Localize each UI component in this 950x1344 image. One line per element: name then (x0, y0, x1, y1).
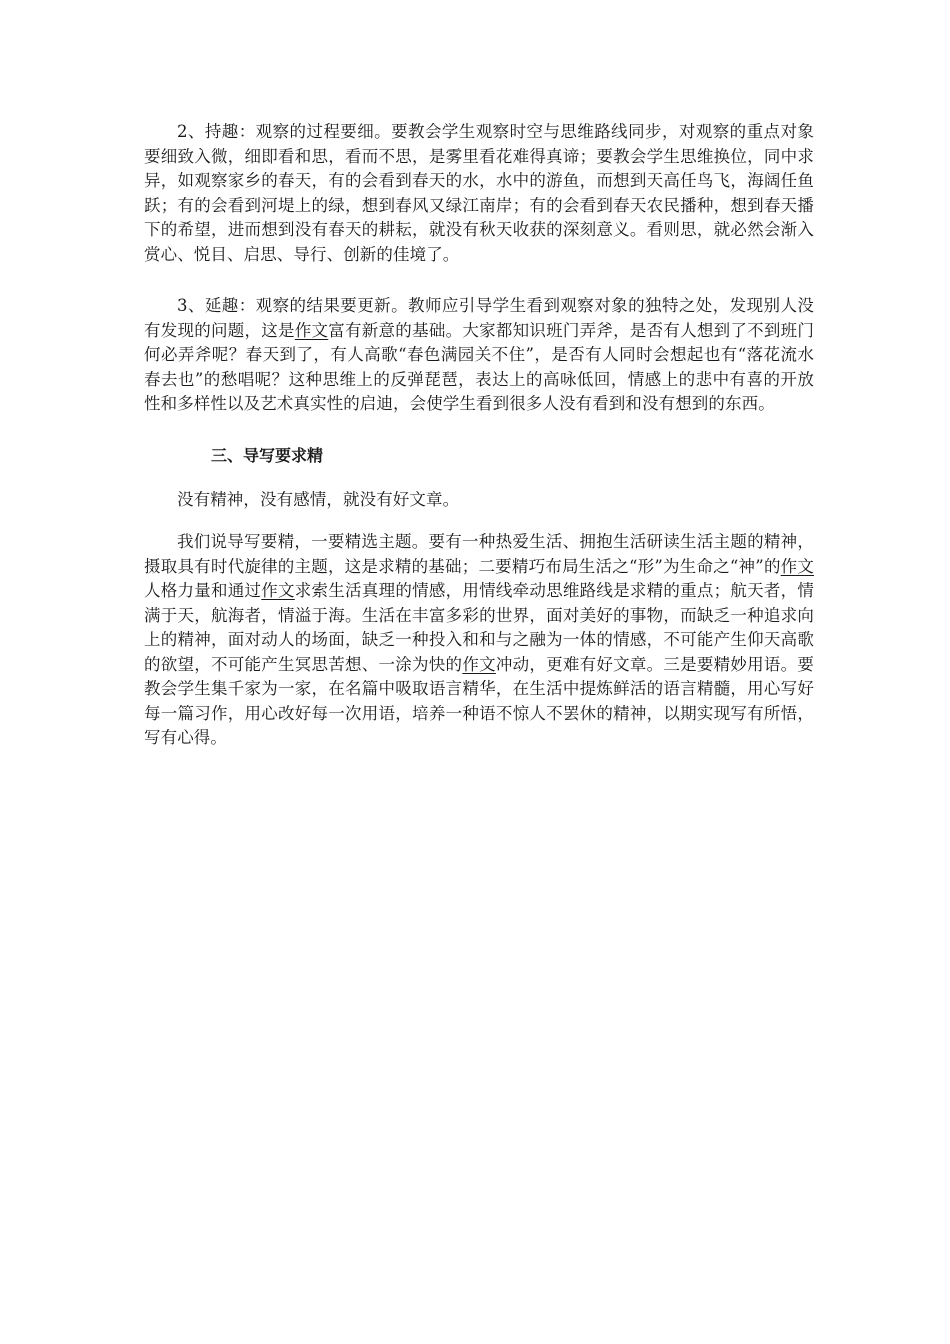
paragraph-text: 富有新意的基础。大家都知识班门弄斧，是否有人想到了不到班门何必弄斧呢？春天到了，有人高歌“春色满园关不住”，是否有人同时会想起也有“落花流水春去也”的愁唱呢？这种思维上的反弹琵琶，表达上的高咏低回，情感上的悲中有喜的开放性和多样性以及艺术真实性的启迪，会使学生看到很多人没有看到和没有想到的东西。 (144, 320, 814, 413)
zuowen-link[interactable]: 作文 (294, 320, 329, 340)
paragraph-chiqu (144, 120, 814, 267)
section-heading: 三、导写要求精 (211, 445, 324, 465)
paragraph-text: 3、延趣：观察的结果要更新。教师应引导学生看到观察对象的独特之处，发现别人没有发现的问题，这是 (144, 296, 814, 340)
paragraph-intro: 没有精神，没有感情，就没有好文章。 (177, 489, 460, 509)
paragraph-yanqu (144, 294, 814, 417)
document-body (144, 120, 814, 751)
paragraph-text: 求索生活真理的情感，用情线牵动思维路线是求精的重点；航天者，情满于天，航海者，情溢于海。生活在丰富多彩的世界，面对美好的事物，而缺乏一种追求向上的精神，面对动人的场面，缺乏一种投入和和与之融为一体的情感，不可能产生仰天高歌的欲望，不可能产生冥思苦想、一涂为快的 (144, 581, 814, 674)
zuowen-link[interactable]: 作文 (780, 556, 814, 576)
paragraph-text: 2、持趣：观察的过程要细。要教会学生观察时空与思维路线同步，对观察的重点对象要细致入微，细即看和思，看而不思，是雾里看花难得真谛；要教会学生思维换位，同中求异，如观察家乡的春天，有的会看到春天的水，水中的游鱼，而想到天高任鸟飞，海阔任鱼跃；有的会看到河堤上的绿，想到春风又绿江南岸；有的会看到春天农民播种，想到春天播下的希望，进而想到没有春天的耕耘，就没有秋天收获的深刻意义。看则思，就必然会渐入赏心、悦目、启思、导行、创新的佳境了。 (144, 122, 814, 264)
paragraph-daoxie (144, 530, 814, 751)
zuowen-link[interactable]: 作文 (261, 581, 295, 600)
paragraph-text: 人格力量和通过 (144, 581, 262, 600)
paragraph-text: 我们说导写要精，一要精选主题。要有一种热爱生活、拥抱生活研读生活主题的精神，摄取具有时代旋律的主题，这是求精的基础；二要精巧布局生活之“形”为生命之“神”的 (144, 532, 814, 576)
paragraph-text: 冲动，更难有好文章。三是要精妙用语。要教会学生集千家为一家，在名篇中吸取语言精华，在生活中提炼鲜活的语言精髓，用心写好每一篇习作，用心改好每一次用语，培养一种语不惊人不罢休的精神，以期实现写有所悟，写有心得。 (144, 654, 815, 747)
zuowen-link[interactable]: 作文 (462, 654, 496, 674)
